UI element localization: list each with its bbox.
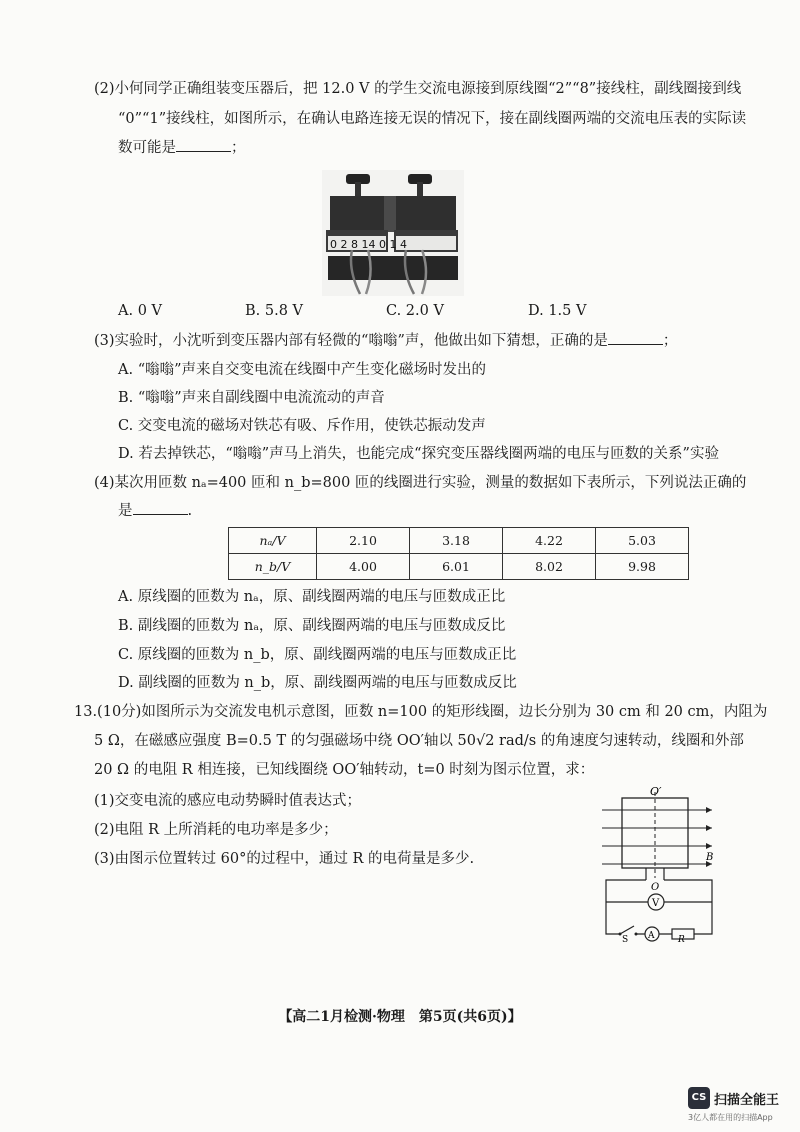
label-s: S: [622, 935, 629, 942]
table-cell: 9.98: [596, 554, 689, 580]
page-footer: 【高二1月检测·物理 第5页(共6页)】: [278, 1009, 522, 1025]
q12-p2-line3: [118, 138, 246, 158]
q12-p3-stem-suffix: ；: [662, 333, 678, 349]
q12-p4-line2-suffix: .: [187, 503, 193, 519]
q12-p2-line3-text: 数可能是: [118, 140, 176, 156]
label-o: O: [651, 882, 660, 893]
table-row-head: nₐ/V: [229, 528, 317, 554]
camscanner-tagline: 3亿人都在用的扫描App: [688, 1113, 773, 1122]
q12-p2-line2: “0”“1”接线柱，如图所示，在确认电路连接无误的情况下，接在副线圈两端的交流电压表的实际读: [118, 111, 747, 127]
q12-p4-option-a: A. 原线圈的匝数为 nₐ，原、副线圈两端的电压与匝数成正比: [118, 589, 506, 605]
table-cell: 3.18: [410, 528, 503, 554]
label-o-prime: O′: [650, 785, 662, 798]
transformer-photo: [322, 170, 464, 296]
q13-line1: 13.(10分)如图所示为交流发电机示意图，匝数 n=100 的矩形线圈，边长分别为 30 cm 和 20 cm，内阻为: [74, 704, 768, 720]
table-row: [229, 528, 689, 554]
q12-p2-option-b: B. 5.8 V: [245, 303, 304, 319]
q12-p4-line1: (4)某次用匝数 nₐ=400 匝和 n_b=800 匝的线圈进行实验，测量的数据如下表所示，下列说法正确的: [94, 475, 747, 491]
label-v: V: [652, 898, 660, 909]
camscanner-name: 扫描全能王: [714, 1092, 780, 1108]
q12-p3-stem-text: (3)实验时，小沈听到变压器内部有轻微的“嗡嗡”声，他做出如下猜想，正确的是: [94, 333, 608, 349]
q13-line2: 5 Ω，在磁感应强度 B=0.5 T 的匀强磁场中绕 OO′轴以 50√2 rad/s 的角速度匀速转动，线圈和外部: [94, 733, 744, 749]
q12-p4-line2-text: 是: [118, 503, 133, 519]
table-cell: 4.22: [503, 528, 596, 554]
table-row-head: n_b/V: [229, 554, 317, 580]
table-cell: 4.00: [317, 554, 410, 580]
terminal-labels: 0 2 8 14 0 1 4: [330, 238, 407, 251]
table-cell: 5.03: [596, 528, 689, 554]
label-b: B: [706, 852, 714, 863]
q12-p4-line2: [118, 501, 192, 521]
answer-blank: [176, 138, 231, 152]
q12-p3-option-b: B. “嗡嗡”声来自副线圈中电流流动的声音: [118, 390, 385, 406]
answer-blank: [608, 331, 663, 345]
q12-p3-stem: [94, 331, 677, 351]
q12-p4-option-d: D. 副线圈的匝数为 n_b，原、副线圈两端的电压与匝数成反比: [118, 675, 517, 691]
q13-sub-2: (2)电阻 R 上所消耗的电功率是多少；: [94, 822, 338, 838]
table-cell: 2.10: [317, 528, 410, 554]
label-r: R: [678, 935, 685, 942]
q12-p2-option-a: A. 0 V: [118, 303, 162, 319]
data-table: [228, 527, 689, 580]
q12-p2-line1: (2)小何同学正确组装变压器后，把 12.0 V 的学生交流电源接到原线圈“2”“8”接线柱，副线圈接到线: [94, 81, 742, 97]
q13-sub-3: (3)由图示位置转过 60°的过程中，通过 R 的电荷量是多少.: [94, 851, 475, 867]
q13-line3: 20 Ω 的电阻 R 相连接，已知线圈绕 OO′轴转动，t=0 时刻为图示位置，求：: [94, 762, 595, 778]
q12-p2-line3-suffix: ；: [231, 140, 246, 156]
table-row: [229, 554, 689, 580]
camscanner-logo: CS: [688, 1087, 710, 1109]
table-cell: 6.01: [410, 554, 503, 580]
q12-p3-option-c: C. 交变电流的磁场对铁芯有吸、斥作用，使铁芯振动发声: [118, 418, 486, 434]
q13-sub-1: (1)交变电流的感应电动势瞬时值表达式；: [94, 793, 362, 809]
q12-p4-option-c: C. 原线圈的匝数为 n_b，原、副线圈两端的电压与匝数成正比: [118, 647, 517, 663]
generator-diagram: [596, 784, 722, 942]
q12-p2-option-d: D. 1.5 V: [528, 303, 587, 319]
answer-blank: [133, 501, 188, 515]
q12-p2-option-c: C. 2.0 V: [386, 303, 444, 319]
scanner-badge: [688, 1087, 779, 1123]
q12-p3-option-a: A. “嗡嗡”声来自交变电流在线圈中产生变化磁场时发出的: [118, 362, 487, 378]
q12-p3-option-d: D. 若去掉铁芯，“嗡嗡”声马上消失，也能完成“探究变压器线圈两端的电压与匝数的关系”实验: [118, 446, 719, 462]
label-a: A: [648, 931, 655, 941]
q12-p4-option-b: B. 副线圈的匝数为 nₐ，原、副线圈两端的电压与匝数成反比: [118, 618, 506, 634]
table-cell: 8.02: [503, 554, 596, 580]
